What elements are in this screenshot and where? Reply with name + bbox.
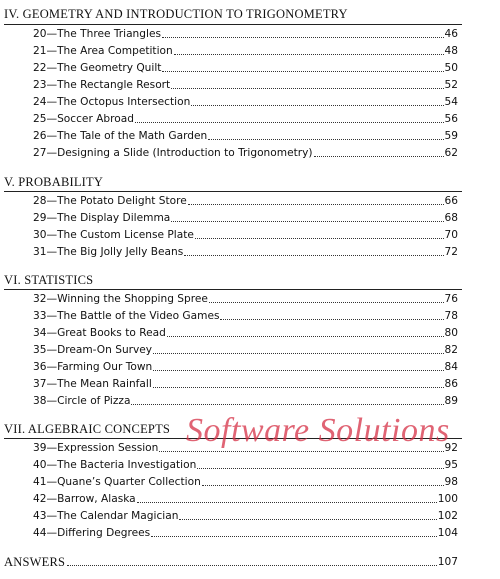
dot-leader [195,238,444,239]
toc-entry[interactable] [0,489,458,506]
toc-entry-page: 84 [444,361,458,373]
toc-entry[interactable] [0,92,458,109]
dot-leader [151,536,437,537]
dot-leader [174,54,444,55]
toc-entry[interactable] [0,340,458,357]
toc-entry-page: 98 [444,476,458,488]
toc-entry-title: 27—Designing a Slide (Introduction to Trigonometry) [33,147,313,159]
dot-leader [167,336,444,337]
toc-entry[interactable] [0,143,458,160]
dot-leader [67,565,437,566]
toc-entry-title: 29—The Display Dilemma [33,212,171,224]
section-heading-algebraic-concepts: VII. ALGEBRAIC CONCEPTS [4,422,171,436]
toc-entry-page: 66 [444,195,458,207]
dot-leader [153,387,444,388]
toc-entry-title: 42—Barrow, Alaska [33,493,136,505]
toc-entry-page: 86 [444,378,458,390]
toc-entry-title: 37—The Mean Rainfall [33,378,152,390]
toc-entry-page: 100 [437,493,458,505]
toc-entry[interactable] [0,323,458,340]
toc-entry[interactable] [0,75,458,92]
toc-entry-title: 32—Winning the Shopping Spree [33,293,208,305]
dot-leader [184,255,443,256]
toc-entry-page: 48 [444,45,458,57]
toc-entry-title: 35—Dream-On Survey [33,344,153,356]
toc-entry-title: 20—The Three Triangles [33,28,161,40]
toc-entry-title: 44—Differing Degrees [33,527,151,539]
toc-entry[interactable] [0,58,458,75]
toc-entry-title: 28—The Potato Delight Store [33,195,187,207]
toc-entry[interactable] [0,391,458,408]
dot-leader [153,370,443,371]
toc-entry-page: 95 [444,459,458,471]
toc-entry-page: 54 [444,96,458,108]
dot-leader [197,468,443,469]
toc-entry-page: 92 [444,442,458,454]
dot-leader [153,353,443,354]
dot-leader [171,221,443,222]
toc-entry[interactable] [0,41,458,58]
toc-entry-title: 38—Circle of Pizza [33,395,131,407]
toc-entry-title: 33—The Battle of the Video Games [33,310,220,322]
toc-entry-page: 72 [444,246,458,258]
toc-entry-page: 59 [444,130,458,142]
section-heading-statistics: VI. STATISTICS [4,273,94,287]
dot-leader [135,122,444,123]
dot-leader [162,37,444,38]
toc-entry-page: 62 [444,147,458,159]
dot-leader [137,502,437,503]
answers-page: 107 [437,556,458,568]
toc-entry-page: 46 [444,28,458,40]
toc-entry[interactable] [0,506,458,523]
toc-entry-title: 41—Quane’s Quarter Collection [33,476,201,488]
toc-entry-title: 31—The Big Jolly Jelly Beans [33,246,184,258]
toc-entry-title: 23—The Rectangle Resort [33,79,171,91]
toc-entry[interactable] [0,357,458,374]
toc-entry[interactable] [0,24,458,41]
toc-entry-title: 21—The Area Competition [33,45,173,57]
toc-entry[interactable] [0,242,458,259]
section-heading-geometry: IV. GEOMETRY AND INTRODUCTION TO TRIGONOMETRY [4,7,348,21]
toc-entry[interactable] [0,191,458,208]
toc-entry[interactable] [0,109,458,126]
toc-entry-answers[interactable] [0,553,458,570]
toc-entry-page: 52 [444,79,458,91]
dot-leader [220,319,443,320]
toc-entry[interactable] [0,374,458,391]
toc-entry-title: 30—The Custom License Plate [33,229,194,241]
toc-entry-title: 43—The Calendar Magician [33,510,179,522]
toc-entry-title: 22—The Geometry Quilt [33,62,162,74]
toc-entry-page: 82 [444,344,458,356]
toc-entry-page: 70 [444,229,458,241]
toc-entry[interactable] [0,523,458,540]
toc-entry-title: 25—Soccer Abroad [33,113,134,125]
toc-entry[interactable] [0,455,458,472]
toc-entry-title: 34—Great Books to Read [33,327,166,339]
toc-entry[interactable] [0,289,458,306]
toc-entry-page: 104 [437,527,458,539]
watermark: Software Solutions [186,412,450,449]
toc-entry[interactable] [0,306,458,323]
dot-leader [202,485,444,486]
toc-entry-page: 80 [444,327,458,339]
dot-leader [209,302,444,303]
toc-entry[interactable] [0,472,458,489]
toc-entry-title: 26—The Tale of the Math Garden [33,130,208,142]
toc-entry-title: 39—Expression Session [33,442,159,454]
dot-leader [179,519,436,520]
section-heading-probability: V. PROBABILITY [4,175,104,189]
dot-leader [191,105,443,106]
toc-entry-title: 36—Farming Our Town [33,361,153,373]
dot-leader [171,88,443,89]
dot-leader [159,451,443,452]
toc-entry-title: 24—The Octopus Intersection [33,96,191,108]
dot-leader [314,156,444,157]
dot-leader [131,404,443,405]
dot-leader [188,204,444,205]
toc-entry-title: 40—The Bacteria Investigation [33,459,197,471]
toc-entry[interactable] [0,438,458,455]
toc-entry[interactable] [0,126,458,143]
dot-leader [162,71,443,72]
toc-entry-page: 56 [444,113,458,125]
toc-entry[interactable] [0,208,458,225]
toc-entry-page: 89 [444,395,458,407]
answers-label: ANSWERS [4,555,66,569]
toc-entry-page: 68 [444,212,458,224]
toc-entry-page: 50 [444,62,458,74]
toc-entry-page: 102 [437,510,458,522]
toc-entry-page: 78 [444,310,458,322]
toc-entry[interactable] [0,225,458,242]
toc-entry-page: 76 [444,293,458,305]
dot-leader [208,139,443,140]
